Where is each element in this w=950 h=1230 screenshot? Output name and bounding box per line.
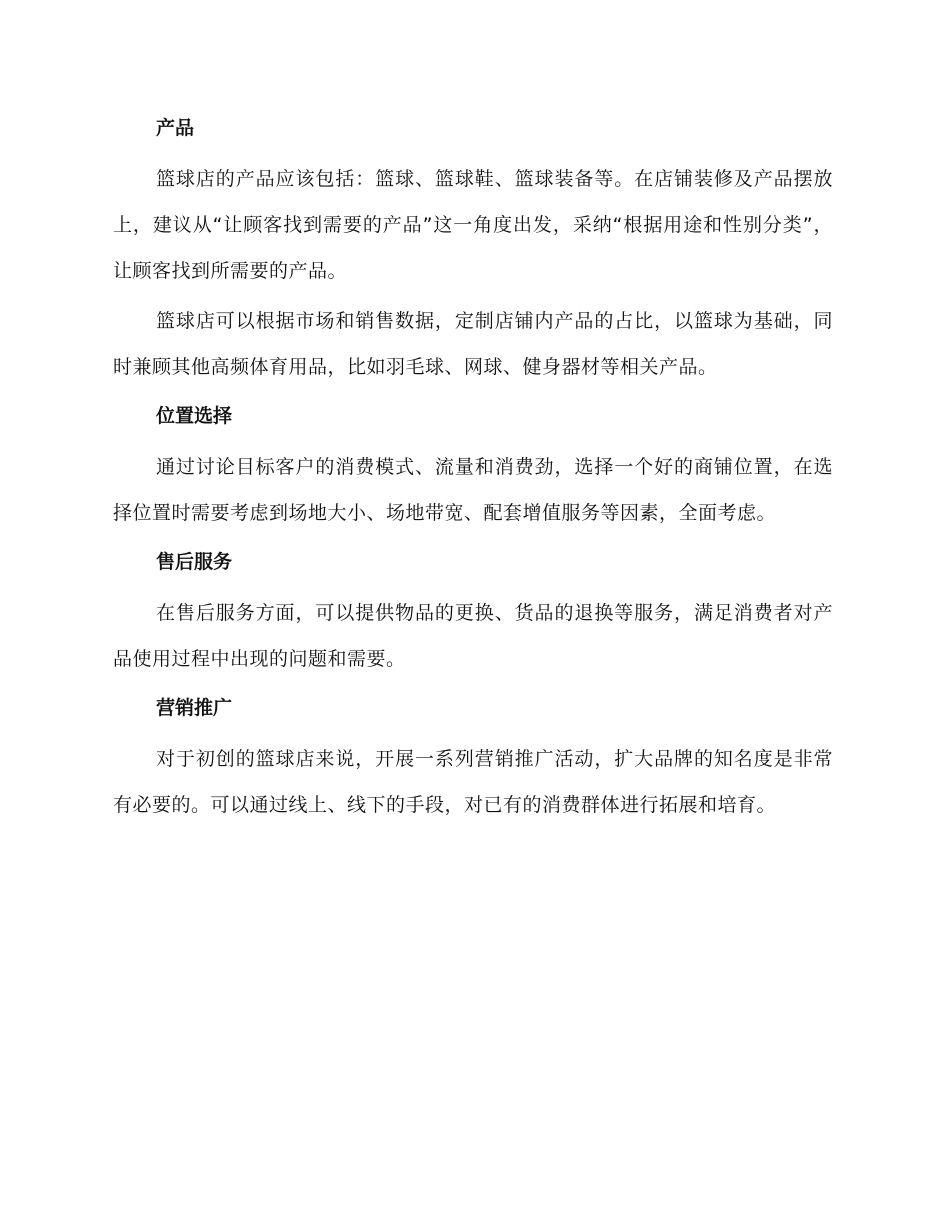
- section-heading: 营销推广: [156, 697, 233, 719]
- section-heading: 售后服务: [156, 551, 233, 573]
- paragraph: 通过讨论目标客户的消费模式、流量和消费劲，选择一个好的商铺位置，在选择位置时需要考虑到场地大小、场地带宽、配套增值服务等因素，全面考虑。: [113, 456, 833, 524]
- document-page: [113, 110, 833, 836]
- section-marketing: [113, 690, 833, 828]
- paragraph: 篮球店可以根据市场和销售数据，定制店铺内产品的占比，以篮球为基础，同时兼顾其他高频体育用品，比如羽毛球、网球、健身器材等相关产品。: [113, 310, 833, 378]
- section-heading: 位置选择: [156, 405, 233, 427]
- section-products: [113, 110, 833, 390]
- paragraph: 在售后服务方面，可以提供物品的更换、货品的退换等服务，满足消费者对产品使用过程中出现的问题和需要。: [113, 602, 833, 670]
- section-location: [113, 398, 833, 536]
- paragraph: 对于初创的篮球店来说，开展一系列营销推广活动，扩大品牌的知名度是非常有必要的。可以通过线上、线下的手段，对已有的消费群体进行拓展和培育。: [113, 748, 833, 816]
- section-heading: 产品: [156, 117, 195, 139]
- section-after-sales: [113, 544, 833, 682]
- paragraph: 篮球店的产品应该包括：篮球、篮球鞋、篮球装备等。在店铺装修及产品摆放上，建议从“让顾客找到需要的产品”这一角度出发，采纳“根据用途和性别分类”，让顾客找到所需要的产品。: [113, 168, 833, 282]
